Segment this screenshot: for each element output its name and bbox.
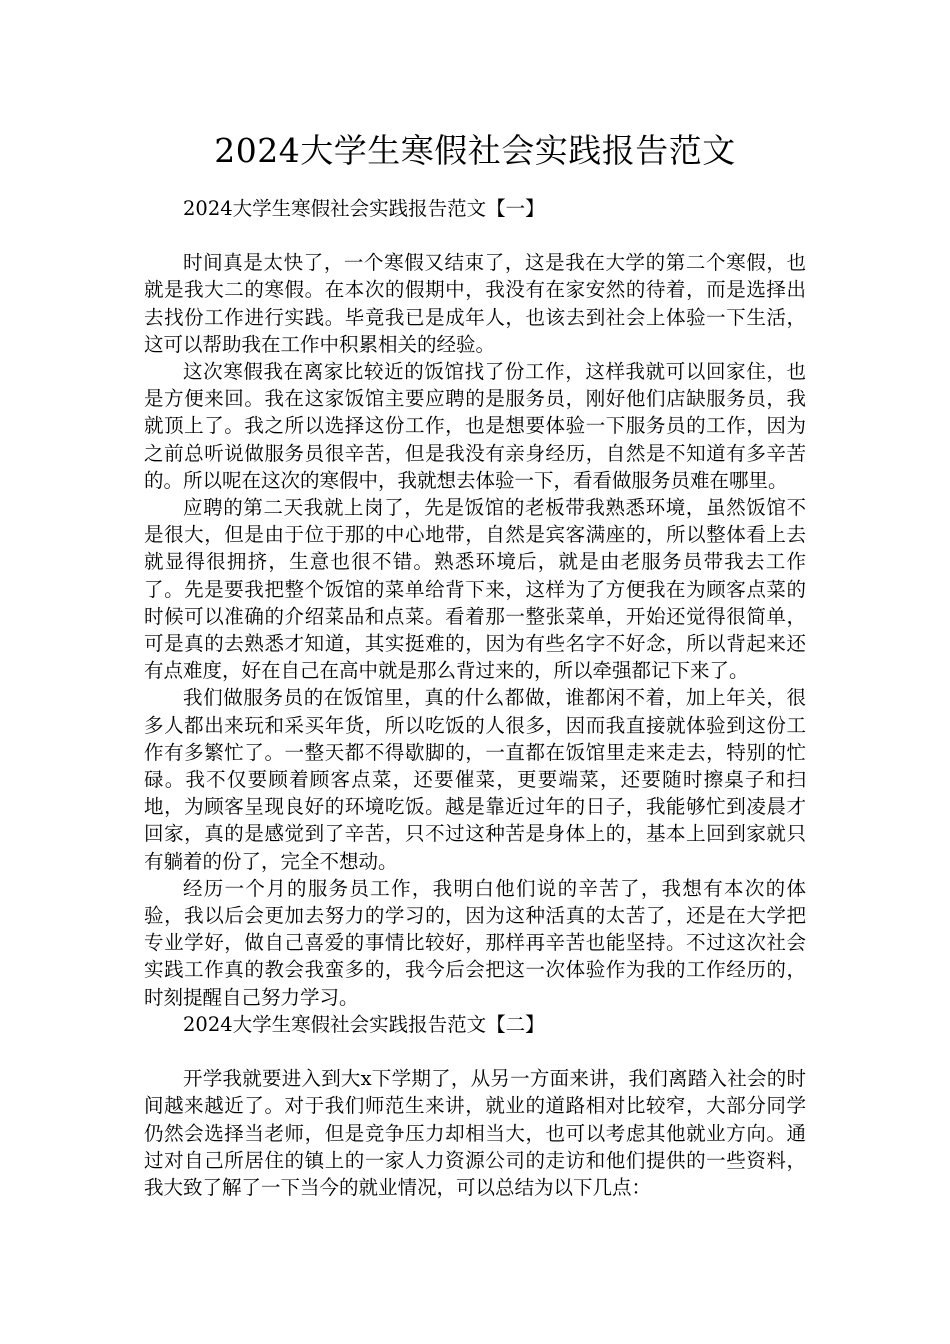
paragraph: 应聘的第二天我就上岗了，先是饭馆的老板带我熟悉环境，虽然饭馆不是很大，但是由于位于那的中心地带，自然是宾客满座的，所以整体看上去就显得很拥挤，生意也很不错。熟悉环境后，就是由老服务员带我去工作了。先是要我把整个饭馆的菜单给背下来，这样为了方便我在为顾客点菜的时候可以准确的介绍菜品和点菜。看着那一整张菜单，开始还觉得很简单，可是真的去熟悉才知道，其实挺难的，因为有些名字不好念，所以背起来还有点难度，好在自己在高中就是那么背过来的，所以牵强都记下来了。: [144, 496, 806, 683]
document-title: 2024大学生寒假社会实践报告范文: [214, 131, 736, 170]
paragraph: 这次寒假我在离家比较近的饭馆找了份工作，这样我就可以回家住，也是方便来回。我在这家饭馆主要应聘的是服务员，刚好他们店缺服务员，我就顶上了。我之所以选择这份工作，也是想要体验一下服务员的工作，因为之前总听说做服务员很辛苦，但是我没有亲身经历，自然是不知道有多辛苦的。所以呢在这次的寒假中，我就想去体验一下，看看做服务员难在哪里。: [144, 360, 806, 492]
paragraph: 经历一个月的服务员工作，我明白他们说的辛苦了，我想有本次的体验，我以后会更加去努力的学习的，因为这种活真的太苦了，还是在大学把专业学好，做自己喜爱的事情比较好，那样再辛苦也能坚持。不过这次社会实践工作真的教会我蛮多的，我今后会把这一次体验作为我的工作经历的，时刻提醒自己努力学习。: [144, 876, 806, 1009]
paragraph: 我们做服务员的在饭馆里，真的什么都做，谁都闲不着，加上年关，很多人都出来玩和采买年货，所以吃饭的人很多，因而我直接就体验到这份工作有多繁忙了。一整天都不得歇脚的，一直都在饭馆里走来走去，特别的忙碌。我不仅要顾着顾客点菜，还要催菜，更要端菜，还要随时擦桌子和扫地，为顾客呈现良好的环境吃饭。越是靠近过年的日子，我能够忙到凌晨才回家，真的是感觉到了辛苦，只不过这种苦是身体上的，基本上回到家就只有躺着的份了，完全不想动。: [144, 686, 806, 873]
section-heading-2: 2024大学生寒假社会实践报告范文【二】: [183, 1012, 545, 1036]
paragraph: 时间真是太快了，一个寒假又结束了，这是我在大学的第二个寒假，也就是我大二的寒假。在本次的假期中，我没有在家安然的待着，而是选择出去找份工作进行实践。毕竟我已是成年人，也该去到社会上体验一下生活，这可以帮助我在工作中积累相关的经验。: [144, 251, 806, 356]
document-body: [144, 195, 806, 1201]
section-heading-1: 2024大学生寒假社会实践报告范文【一】: [183, 197, 545, 220]
paragraph: 开学我就要进入到大x下学期了，从另一方面来讲，我们离踏入社会的时间越来越近了。对于我们师范生来讲，就业的道路相对比较窄，大部分同学仍然会选择当老师，但是竞争压力却相当大，也可以考虑其他就业方向。通过对自己所居住的镇上的一家人力资源公司的走访和他们提供的一些资料，我大致了解了一下当今的就业情况，可以总结为以下几点：: [144, 1067, 806, 1199]
